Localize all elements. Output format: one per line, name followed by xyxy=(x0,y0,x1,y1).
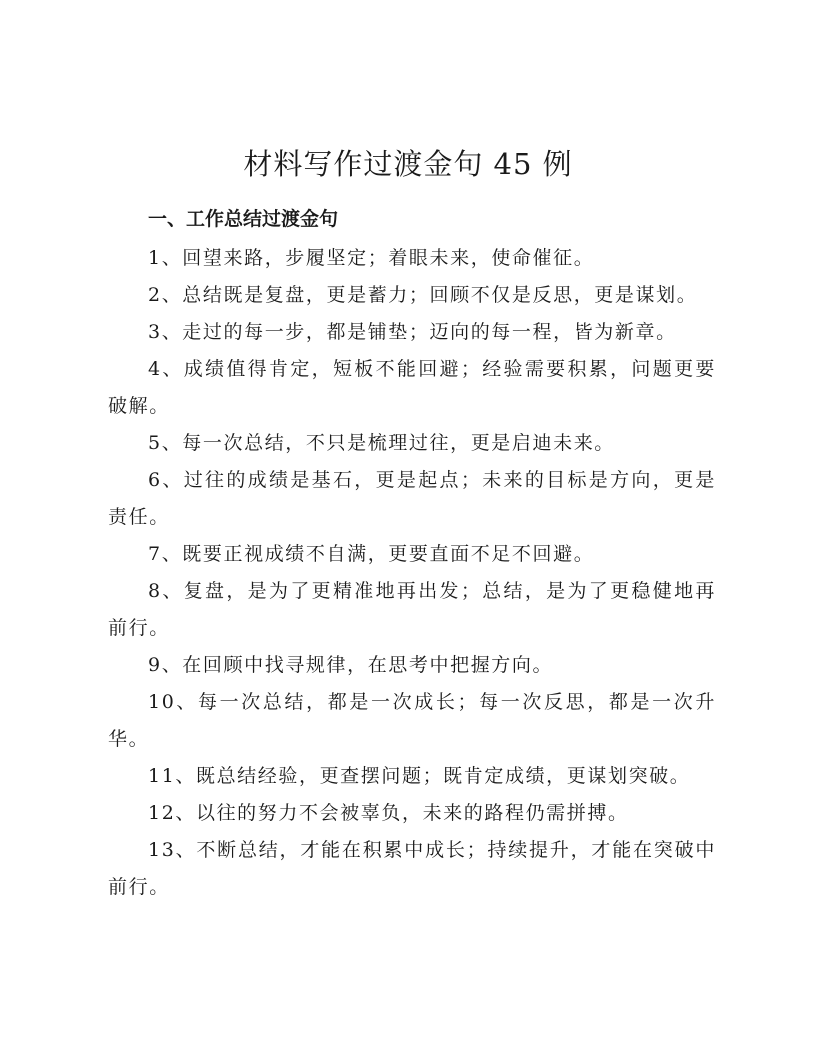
list-item: 9、在回顾中找寻规律，在思考中把握方向。 xyxy=(148,654,554,676)
list-item: 13、不断总结，才能在积累中成长；持续提升，才能在突破中前行。 xyxy=(108,839,716,898)
document-title: 材料写作过渡金句 45 例 xyxy=(243,147,573,181)
list-item: 7、既要正视成绩不自满，更要直面不足不回避。 xyxy=(148,543,595,565)
list-item: 12、以往的努力不会被辜负，未来的路程仍需拼搏。 xyxy=(148,802,629,824)
list-item: 8、复盘，是为了更精准地再出发；总结，是为了更稳健地再前行。 xyxy=(108,580,716,639)
list-item: 6、过往的成绩是基石，更是起点；未来的目标是方向，更是责任。 xyxy=(108,469,716,528)
list-item: 5、每一次总结，不只是梳理过往，更是启迪未来。 xyxy=(148,432,615,454)
list-item: 11、既总结经验，更查摆问题；既肯定成绩，更谋划突破。 xyxy=(148,765,691,787)
item-list xyxy=(108,240,716,906)
list-item: 4、成绩值得肯定，短板不能回避；经验需要积累，问题更要破解。 xyxy=(108,358,716,417)
list-item: 3、走过的每一步，都是铺垫；迈向的每一程，皆为新章。 xyxy=(148,321,677,343)
section-heading: 一、工作总结过渡金句 xyxy=(148,208,339,230)
list-item: 2、总结既是复盘，更是蓄力；回顾不仅是反思，更是谋划。 xyxy=(148,284,698,306)
list-item: 10、每一次总结，都是一次成长；每一次反思，都是一次升华。 xyxy=(108,691,716,750)
list-item: 1、回望来路，步履坚定；着眼未来，使命催征。 xyxy=(148,247,595,269)
